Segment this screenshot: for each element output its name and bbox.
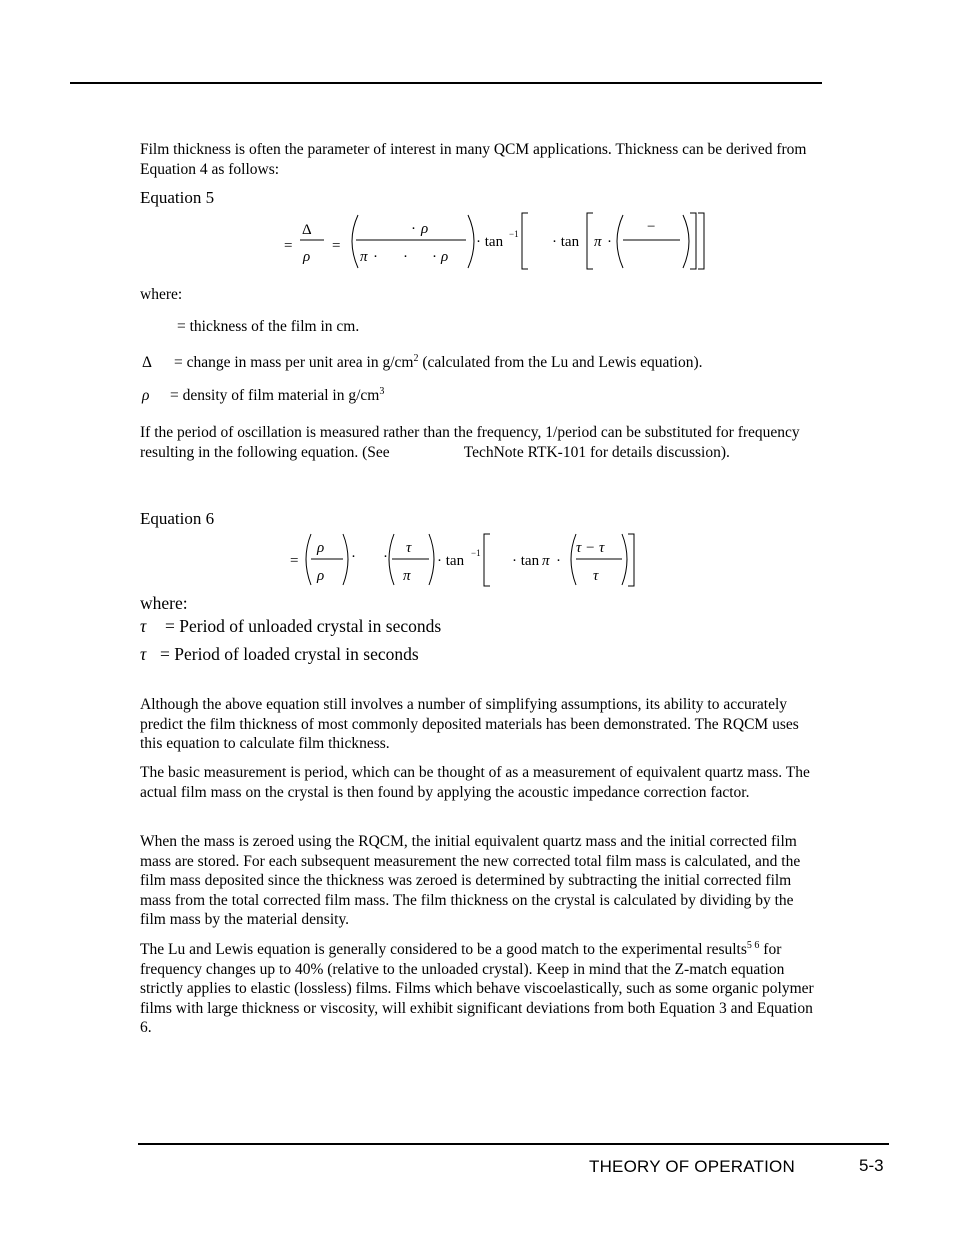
definition-thickness: = thickness of the film in cm. (177, 318, 360, 335)
equation-6-label: Equation 6 (140, 509, 215, 528)
eq6-denominator: τ (593, 568, 599, 584)
definition-tau-q (140, 616, 441, 636)
eq5-tan-inverse: · tan (476, 234, 504, 250)
header-rule (70, 82, 822, 84)
definition-rho-symbol: ρ (142, 387, 150, 404)
eq5-minus: − (647, 219, 656, 235)
eq6-dot-2: · (383, 549, 388, 565)
eq5-equals-2: = (332, 238, 341, 254)
eq6-equals: = (290, 553, 299, 569)
definition-density (142, 386, 384, 405)
eq5-delta: Δ (302, 222, 312, 238)
definition-tau-q-symbol: τ (140, 616, 147, 636)
definition-tau-q-text: = Period of unloaded crystal in seconds (165, 616, 442, 636)
footer-page-number: 5-3 (859, 1156, 884, 1175)
eq5-den-rho: ρ (441, 249, 449, 265)
equation-5-label: Equation 5 (140, 188, 215, 207)
eq6-tan: · tan (512, 553, 540, 569)
paragraph-period-part-1: If the period of oscillation is measured rather than the frequency, 1/period can be substituted for frequency resulting in the following equation. (See (140, 424, 800, 461)
equation-5 (280, 205, 720, 277)
paragraph-intro: Film thickness is often the parameter of interest in many QCM applications. Thickness can be derived from Equation 4 as follows: (140, 141, 807, 178)
eq5-den-dot-2: · (403, 249, 408, 265)
eq5-den-pi: π (360, 249, 368, 265)
eq5-num-rho: ρ (421, 221, 429, 237)
eq6-pi: π (403, 568, 411, 584)
eq5-tan: · tan (552, 234, 580, 250)
definition-mass-change-exp: 2 (413, 352, 419, 364)
paragraph-period (140, 423, 820, 462)
eq6-numerator: τ − τ (576, 540, 605, 556)
eq5-num-dot: · (411, 221, 416, 237)
paragraph-measurement: The basic measurement is period, which can be thought of as a measurement of equivalent quartz mass. The actual film mass on the crystal is then found by applying the acoustic impedance correction factor. (140, 764, 810, 801)
paragraph-lu-lewis-part-1: The Lu and Lewis equation is generally considered to be a good match to the experimental results (140, 941, 747, 958)
paragraph-lu-lewis (140, 940, 820, 1038)
where-label-1: where: (140, 286, 183, 303)
eq6-inverse-exp: −1 (471, 548, 481, 558)
eq5-den-dot-1: · (373, 249, 378, 265)
equation-6 (286, 528, 646, 592)
eq6-dot-3: · (556, 553, 561, 569)
eq6-rho-den: ρ (317, 568, 325, 584)
definition-delta-symbol: Δ (142, 354, 152, 371)
eq5-equals-1: = (284, 238, 293, 254)
paragraph-zeroing: When the mass is zeroed using the RQCM, the initial equivalent quartz mass and the initial corrected film mass are stored. For each subsequent measurement the new corrected total film mass is calculated, and the film mass deposited since the thickness was zeroed is determined by subtracting the initial corrected film mass from the total corrected film mass. The film thickness on the crystal is calculated by dividing by the film mass by the material density. (140, 833, 801, 928)
paragraph-period-part-2: TechNote RTK-101 for details discussion). (463, 443, 730, 461)
definition-mass-change-note: (calculated from the Lu and Lewis equation). (418, 354, 703, 371)
definition-mass-change (142, 353, 703, 372)
definition-tau-c-text: = Period of loaded crystal in seconds (160, 644, 419, 664)
definition-density-text: = density of film material in g/cm (170, 387, 380, 404)
definition-mass-change-text: = change in mass per unit area in g/cm (174, 354, 414, 371)
eq6-rho-num: ρ (317, 540, 325, 556)
eq6-dot-1: · (351, 549, 356, 565)
eq5-dot: · (607, 234, 612, 250)
eq5-den-dot-3: · (432, 249, 437, 265)
footer-section-title: THEORY OF OPERATION (589, 1157, 795, 1176)
eq6-pi-2: π (542, 553, 550, 569)
eq6-tau: τ (406, 540, 412, 556)
definition-tau-c (140, 644, 419, 664)
where-label-2: where: (140, 593, 188, 613)
paragraph-assumptions: Although the above equation still involves a number of simplifying assumptions, its ability to accurately predict the film thickness of most commonly deposited materials has been demonstrated. The RQCM uses this equation to calculate film thickness. (140, 696, 799, 752)
eq5-rho: ρ (303, 249, 311, 265)
eq5-inverse-exp: −1 (509, 229, 519, 239)
definition-tau-c-symbol: τ (140, 644, 147, 664)
paragraph-lu-lewis-part-2: for frequency changes up to 40% (relative to the unloaded crystal). Keep in mind that the Z-match equation strictly applies to elastic (lossless) films. Films which behave viscoelastically, such as some organic polymer films with large thickness or viscosity, will exhibit significant deviations from both Equation 3 and Equation 6. (140, 941, 814, 1036)
footer-rule (138, 1143, 889, 1145)
footnote-refs: 5 6 (746, 939, 760, 951)
definition-density-exp: 3 (379, 385, 385, 397)
eq6-tan-inverse: · tan (437, 553, 465, 569)
eq5-pi: π (594, 234, 602, 250)
